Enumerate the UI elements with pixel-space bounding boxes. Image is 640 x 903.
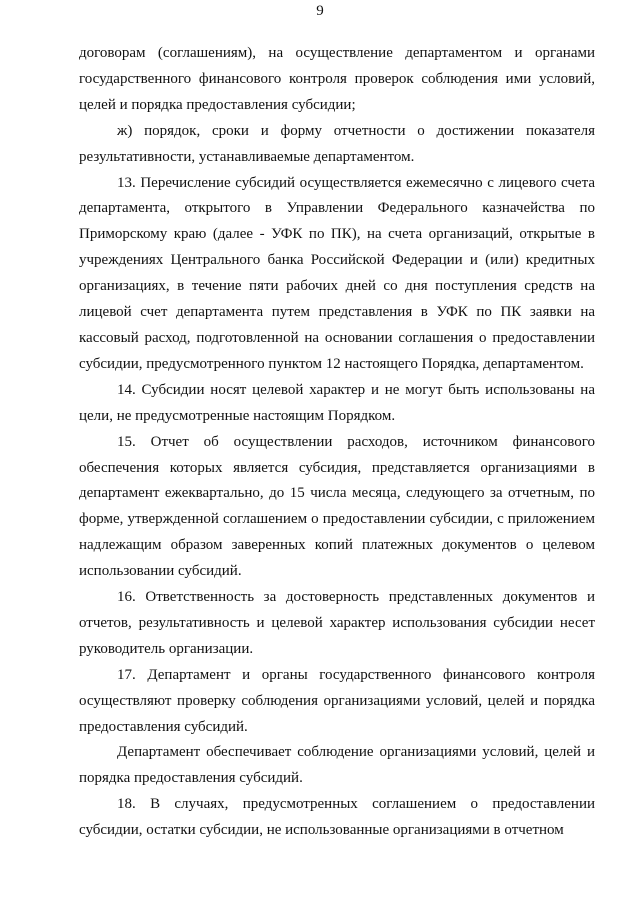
paragraph-15: 15. Отчет об осуществлении расходов, источником финансового обеспечения которых является субсидия, представляется организациями в департамент ежеквартально, до 15 числа месяца, следующего за отчетным, по форме, утвержденной соглашением о предоставлении субсидии, с приложением надлежащим образом заверенных копий платежных документов о целевом использовании субсидий. — [79, 433, 595, 580]
paragraph-16: 16. Ответственность за достоверность представленных документов и отчетов, результативность и целевой характер использования субсидии несет руководитель организации. — [79, 589, 595, 657]
paragraph-item-zh: ж) порядок, сроки и форму отчетности о достижении показателя результативности, устанавливаемые департаментом. — [79, 122, 595, 165]
paragraph-17: 17. Департамент и органы государственного финансового контроля осуществляют проверку соблюдения организациями условий, целей и порядка предоставления субсидий. — [79, 666, 595, 735]
paragraph-14: 14. Субсидии носят целевой характер и не могут быть использованы на цели, не предусмотренные настоящим Порядком. — [79, 381, 595, 424]
document-body — [79, 41, 595, 844]
paragraph-13: 13. Перечисление субсидий осуществляется ежемесячно с лицевого счета департамента, открытого в Управлении Федерального казначейства по Приморскому краю (далее - УФК по ПК), на счета организаций, открытые в учреждениях Центрального банка Российской Федерации и (или) кредитных организациях, в течение пяти рабочих дней со дня поступления средств на лицевой счет департамента путем представления в УФК по ПК заявки на кассовый расход, подготовленной на основании соглашения о предоставлении субсидии, предусмотренного пунктом 12 настоящего Порядка, департаментом. — [79, 174, 595, 372]
paragraph-18: 18. В случаях, предусмотренных соглашением о предоставлении субсидии, остатки субсидии, не использованные организациями в отчетном — [79, 796, 595, 839]
paragraph-17-continued: Департамент обеспечивает соблюдение организациями условий, целей и порядка предоставления субсидий. — [79, 744, 595, 787]
paragraph-continuation: договорам (соглашениям), на осуществление департаментом и органами государственного финансового контроля проверок соблюдения ими условий, целей и порядка предоставления субсидии; — [79, 45, 595, 113]
page-number: 9 — [316, 3, 324, 19]
